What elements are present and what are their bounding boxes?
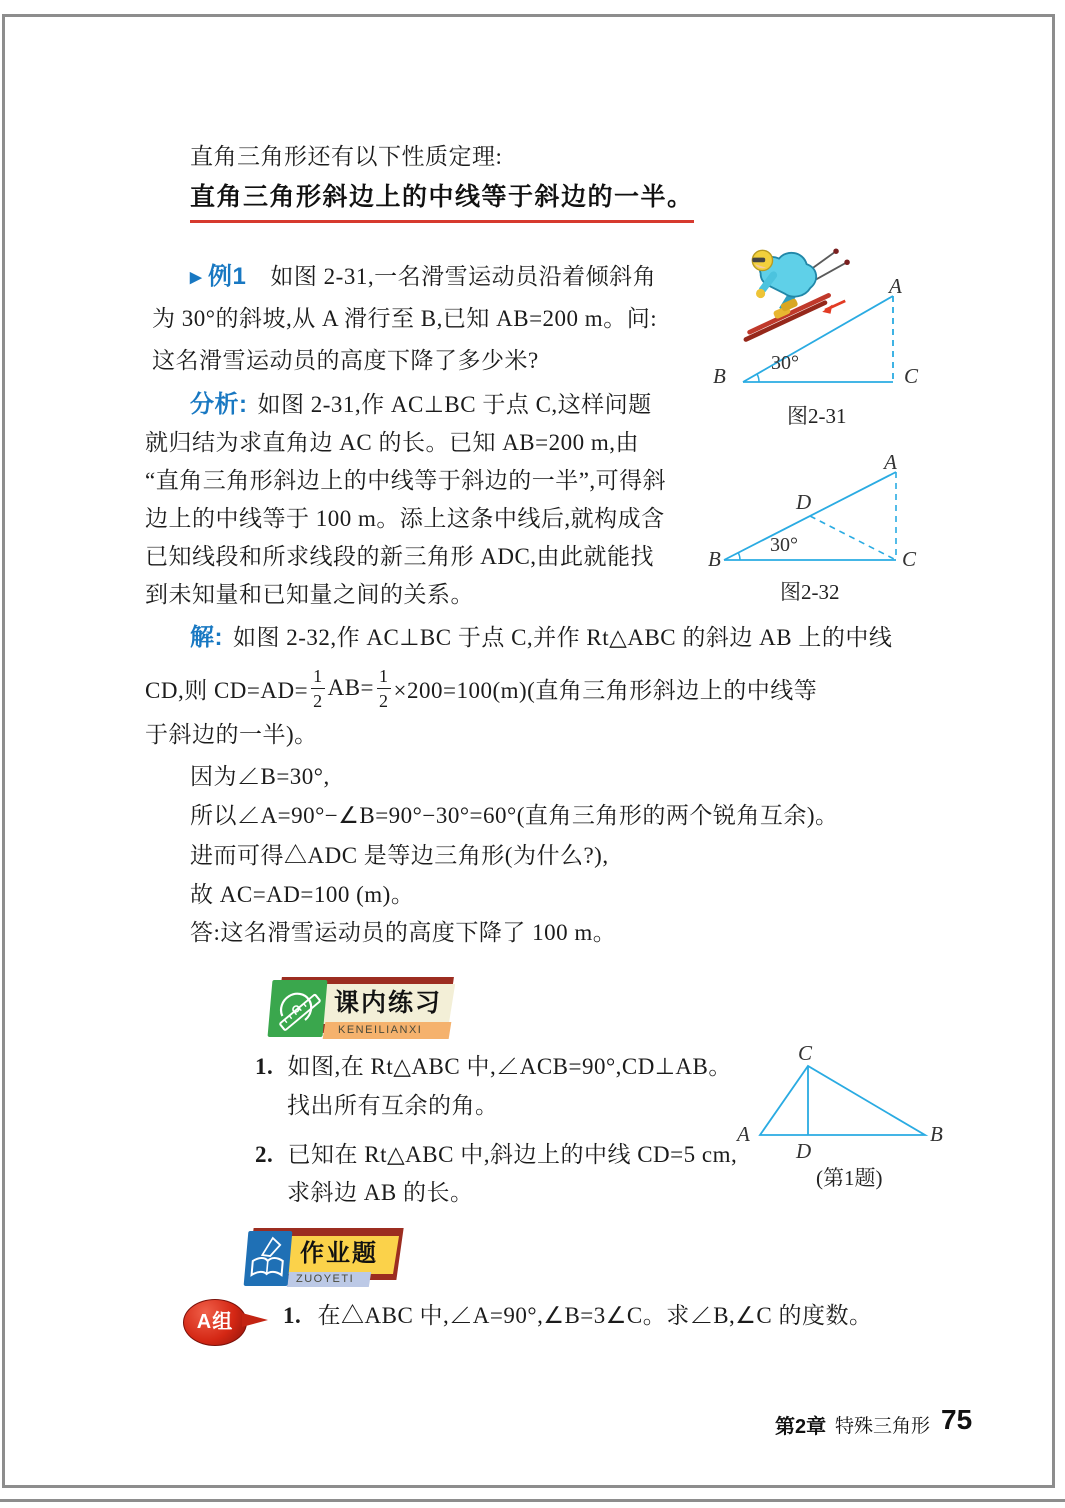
item-text: 如图,在 Rt△ABC 中,∠ACB=90°,CD⊥AB。 (287, 1054, 732, 1079)
figure-practice-1 (712, 1038, 987, 1188)
footer-section: 特殊三角形 (835, 1416, 931, 1437)
group-a-badge: A组 (183, 1299, 247, 1346)
example-label: 例1 (208, 263, 247, 290)
vertex-label-B: B (713, 364, 726, 388)
vertex-label-A: A (884, 450, 897, 474)
solution-text1: 如图 2-32,作 AC⊥BC 于点 C,并作 Rt△ABC 的斜边 AB 上的中线 (233, 625, 893, 650)
figure-2-32 (708, 442, 943, 607)
vertex-label-C: C (904, 364, 919, 388)
angle-label-30: 30° (770, 534, 798, 556)
solution-label: 解: (190, 624, 223, 651)
vertex-label-C: C (902, 547, 917, 571)
figure-caption: (第1题) (816, 1166, 883, 1190)
analysis-line6: 到未知量和已知量之间的关系。 (145, 582, 474, 607)
vertex-label-D: D (796, 490, 812, 514)
solution-line1 (190, 623, 892, 653)
homework-badge-subtitle: ZUOYETI (296, 1273, 355, 1285)
fraction-one-half: $\frac{1}{2}$ (313, 665, 323, 711)
example-line1 (190, 262, 656, 293)
item-text: 在△ABC 中,∠A=90°,∠B=3∠C。求∠B,∠C 的度数。 (317, 1303, 873, 1328)
solution-line6: 进而可得△ADC 是等边三角形(为什么?), (190, 843, 609, 868)
solution-line8: 答:这名滑雪运动员的高度下降了 100 m。 (190, 920, 617, 945)
vertex-label-A: A (889, 274, 902, 298)
vertex-label-D: D (796, 1139, 812, 1163)
homework-badge-title: 作业题 (300, 1240, 378, 1267)
analysis-label: 分析: (190, 391, 248, 418)
example-line2: 为 30°的斜坡,从 A 滑行至 B,已知 AB=200 m。问: (152, 306, 658, 331)
vertex-label-B: B (930, 1122, 943, 1146)
practice-badge-subtitle: KENEILIANXI (338, 1024, 423, 1036)
practice-section-badge (258, 976, 458, 1046)
skier-illustration (746, 248, 850, 339)
homework-section-badge (230, 1228, 440, 1290)
book-pencil-icon (244, 1231, 293, 1286)
figure-caption: 图2-32 (780, 580, 840, 604)
practice-badge-title: 课内练习 (334, 989, 443, 1017)
analysis-line1 (190, 390, 652, 420)
practice-item-1-line2: 找出所有互余的角。 (287, 1093, 499, 1118)
figure-caption: 图2-31 (787, 404, 847, 428)
item-number: 1. (255, 1054, 274, 1079)
solution-line2 (145, 660, 817, 716)
analysis-line2: 就归结为求直角边 AC 的长。已知 AB=200 m,由 (145, 430, 640, 455)
page-bottom-rule (0, 1499, 1065, 1502)
item-number: 2. (255, 1142, 274, 1167)
intro-lead: 直角三角形还有以下性质定理: (190, 144, 503, 169)
solution-line4: 因为∠B=30°, (190, 764, 330, 789)
group-a-badge-tail (242, 1313, 268, 1327)
angle-label-30: 30° (771, 352, 799, 374)
theorem-statement: 直角三角形斜边上的中线等于斜边的一半。 (190, 182, 694, 223)
analysis-line3: “直角三角形斜边上的中线等于斜边的一半”,可得斜 (145, 468, 667, 493)
page-border (2, 14, 1055, 1488)
analysis-line4: 边上的中线等于 100 m。添上这条中线后,就构成含 (145, 506, 665, 531)
practice-item-2 (255, 1140, 737, 1170)
homework-item-1 (283, 1301, 873, 1331)
solution-text2-pre: CD,则 CD=AD= (145, 677, 309, 703)
example-arrow-icon: ▶ (190, 269, 203, 286)
solution-line5: 所以∠A=90°−∠B=90°−30°=60°(直角三角形的两个锐角互余)。 (190, 803, 839, 828)
footer-page-number: 75 (941, 1404, 973, 1435)
example-text1: 如图 2-31,一名滑雪运动员沿着倾斜角 (270, 264, 657, 289)
practice-item-1 (255, 1052, 732, 1082)
item-text: 已知在 Rt△ABC 中,斜边上的中线 CD=5 cm, (287, 1142, 738, 1167)
solution-line3: 于斜边的一半)。 (145, 722, 318, 747)
protractor-ruler-icon (268, 980, 328, 1037)
vertex-label-B: B (708, 547, 721, 571)
analysis-line5: 已知线段和所求线段的新三角形 ADC,由此就能找 (145, 544, 655, 569)
solution-text2-post: ×200=100(m)(直角三角形斜边上的中线等 (393, 677, 818, 703)
practice-item-2-line2: 求斜边 AB 的长。 (287, 1180, 474, 1205)
example-line3: 这名滑雪运动员的高度下降了多少米? (152, 348, 539, 373)
solution-text2-mid: AB= (327, 675, 374, 700)
footer-chapter: 第2章 (775, 1416, 827, 1438)
item-number: 1. (283, 1303, 302, 1328)
solution-line7: 故 AC=AD=100 (m)。 (190, 882, 415, 907)
analysis-text1: 如图 2-31,作 AC⊥BC 于点 C,这样问题 (257, 392, 652, 417)
figure-2-31 (713, 248, 938, 433)
vertex-label-C: C (798, 1041, 813, 1065)
vertex-label-A: A (737, 1122, 750, 1146)
fraction-one-half: $\frac{1}{2}$ (379, 665, 389, 711)
